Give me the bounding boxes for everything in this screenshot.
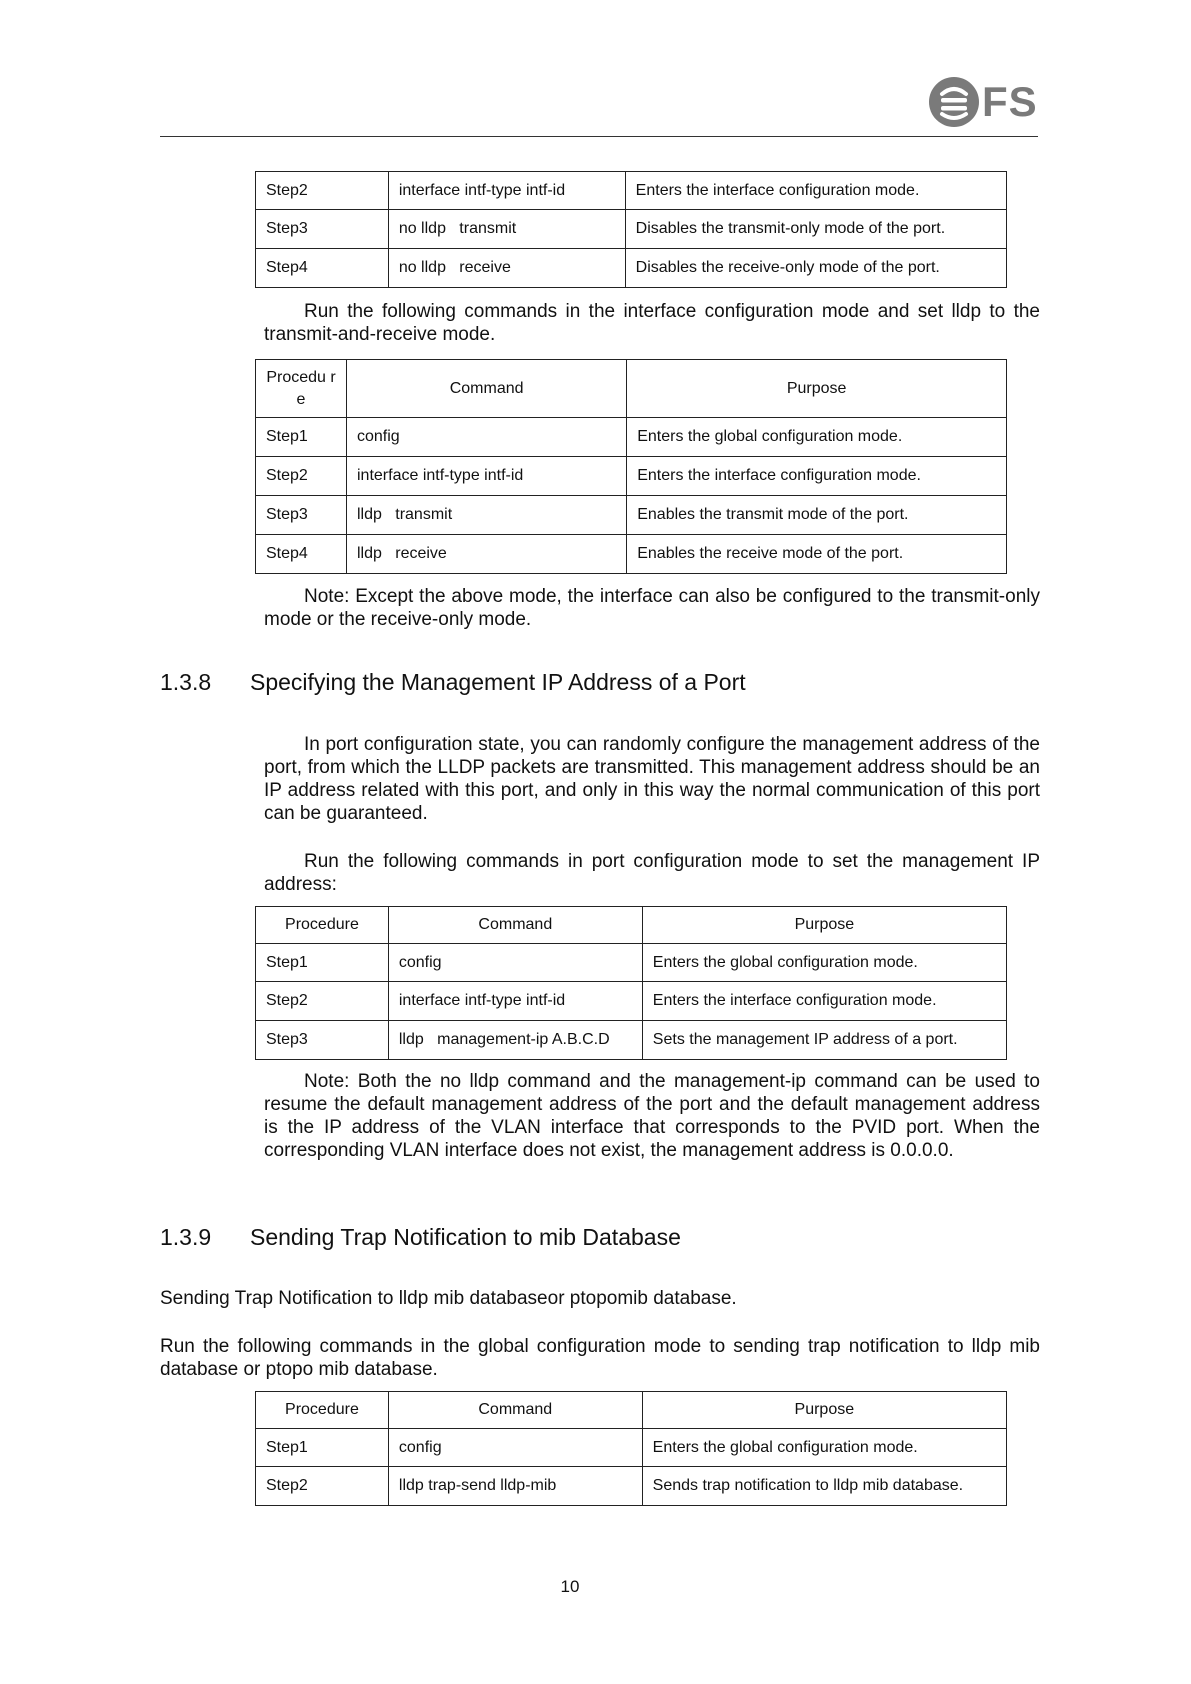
procedure-cell: Step2 (256, 457, 347, 496)
header-command: Command (388, 1392, 642, 1429)
purpose-cell: Enters the global configuration mode. (642, 944, 1006, 982)
table-row (256, 535, 1007, 574)
purpose-cell: Enters the global configuration mode. (627, 418, 1007, 457)
header-procedure (256, 360, 347, 418)
paragraph-management-address: In port configuration state, you can randomly configure the management address of the port, from which the LLDP packets are transmitted. This management address should be an IP address related with this port, and only in this way the normal communication of this port can be guaranteed. (264, 734, 1040, 824)
header-procedure: Procedure (256, 1392, 389, 1429)
table-row (256, 1467, 1007, 1506)
section-title: Sending Trap Notification to mib Database (250, 1224, 681, 1250)
section-heading-1-3-8 (160, 669, 746, 696)
procedure-cell: Step4 (256, 249, 389, 288)
procedure-cell: Step2 (256, 982, 389, 1021)
table-row (256, 457, 1007, 496)
purpose-cell: Enters the interface configuration mode. (627, 457, 1007, 496)
command-cell: lldp receive (347, 535, 627, 574)
procedure-cell: Step2 (256, 172, 389, 210)
header-command: Command (347, 360, 627, 418)
procedure-cell: Step2 (256, 1467, 389, 1506)
table-trap-send (255, 1391, 1007, 1506)
table-header-row (256, 360, 1007, 418)
procedure-cell: Step3 (256, 1021, 389, 1060)
section-number: 1.3.9 (160, 1224, 212, 1250)
note-management-ip: Note: Both the no lldp command and the management-ip command can be used to resume the default management address of the port and the default management address is the IP address of the VLAN interface that corresponds to the PVID port. When the corresponding VLAN interface does not exist, the management address is 0.0.0.0. (264, 1071, 1040, 1161)
command-cell: interface intf-type intf-id (388, 982, 642, 1021)
command-cell: interface intf-type intf-id (388, 172, 625, 210)
command-cell: lldp trap-send lldp-mib (388, 1467, 642, 1506)
purpose-cell: Enables the transmit mode of the port. (627, 496, 1007, 535)
command-cell: no lldp receive (388, 249, 625, 288)
purpose-cell: Enables the receive mode of the port. (627, 535, 1007, 574)
fs-logo (928, 76, 1038, 132)
table-row (256, 944, 1007, 982)
table-row (256, 982, 1007, 1021)
table-row (256, 1021, 1007, 1060)
header-purpose: Purpose (642, 907, 1006, 944)
fs-logo-icon (928, 76, 980, 128)
header-purpose: Purpose (642, 1392, 1006, 1429)
purpose-cell: Enters the interface configuration mode. (625, 172, 1006, 210)
table-header-row (256, 1392, 1007, 1429)
command-cell: lldp management-ip A.B.C.D (388, 1021, 642, 1060)
note-interface-modes: Note: Except the above mode, the interface can also be configured to the transmit-only mode or the receive-only mode. (264, 586, 1040, 630)
header-command: Command (388, 907, 642, 944)
procedure-cell: Step1 (256, 418, 347, 457)
purpose-cell: Sends trap notification to lldp mib database. (642, 1467, 1006, 1506)
table-header-row (256, 907, 1007, 944)
section-heading-1-3-9 (160, 1224, 681, 1251)
table-lldp-enable (255, 359, 1007, 574)
table-row (256, 496, 1007, 535)
paragraph-trap-commands: Run the following commands in the global configuration mode to sending trap notification to lldp mib database or ptopo mib database. (160, 1336, 1040, 1380)
purpose-cell: Sets the management IP address of a port. (642, 1021, 1006, 1060)
purpose-cell: Disables the receive-only mode of the port. (625, 249, 1006, 288)
command-cell: no lldp transmit (388, 210, 625, 249)
procedure-cell: Step1 (256, 944, 389, 982)
table-row (256, 210, 1007, 249)
page-number: 10 (560, 1577, 580, 1596)
table-row (256, 1429, 1007, 1467)
command-cell: config (388, 1429, 642, 1467)
table-lldp-disable (255, 171, 1007, 288)
command-cell: interface intf-type intf-id (347, 457, 627, 496)
header-procedure-label: Procedu re (266, 368, 336, 408)
table-row (256, 249, 1007, 288)
paragraph-run-commands: Run the following commands in port configuration mode to set the management IP address: (264, 851, 1040, 895)
procedure-cell: Step4 (256, 535, 347, 574)
procedure-cell: Step1 (256, 1429, 389, 1467)
purpose-cell: Enters the global configuration mode. (642, 1429, 1006, 1467)
command-cell: config (347, 418, 627, 457)
procedure-cell: Step3 (256, 496, 347, 535)
purpose-cell: Enters the interface configuration mode. (642, 982, 1006, 1021)
header-purpose: Purpose (627, 360, 1007, 418)
header-procedure: Procedure (256, 907, 389, 944)
command-cell: config (388, 944, 642, 982)
purpose-cell: Disables the transmit-only mode of the port. (625, 210, 1006, 249)
table-row (256, 172, 1007, 210)
paragraph-trap-intro: Sending Trap Notification to lldp mib databaseor ptopomib database. (160, 1288, 737, 1309)
paragraph-transmit-receive: Run the following commands in the interface configuration mode and set lldp to the transmit-and-receive mode. (264, 301, 1040, 345)
logo-text: FS (982, 78, 1038, 125)
table-row (256, 418, 1007, 457)
header-rule (160, 136, 1038, 137)
table-management-ip (255, 906, 1007, 1060)
section-title: Specifying the Management IP Address of a Port (250, 669, 746, 695)
section-number: 1.3.8 (160, 669, 212, 695)
procedure-cell: Step3 (256, 210, 389, 249)
command-cell: lldp transmit (347, 496, 627, 535)
